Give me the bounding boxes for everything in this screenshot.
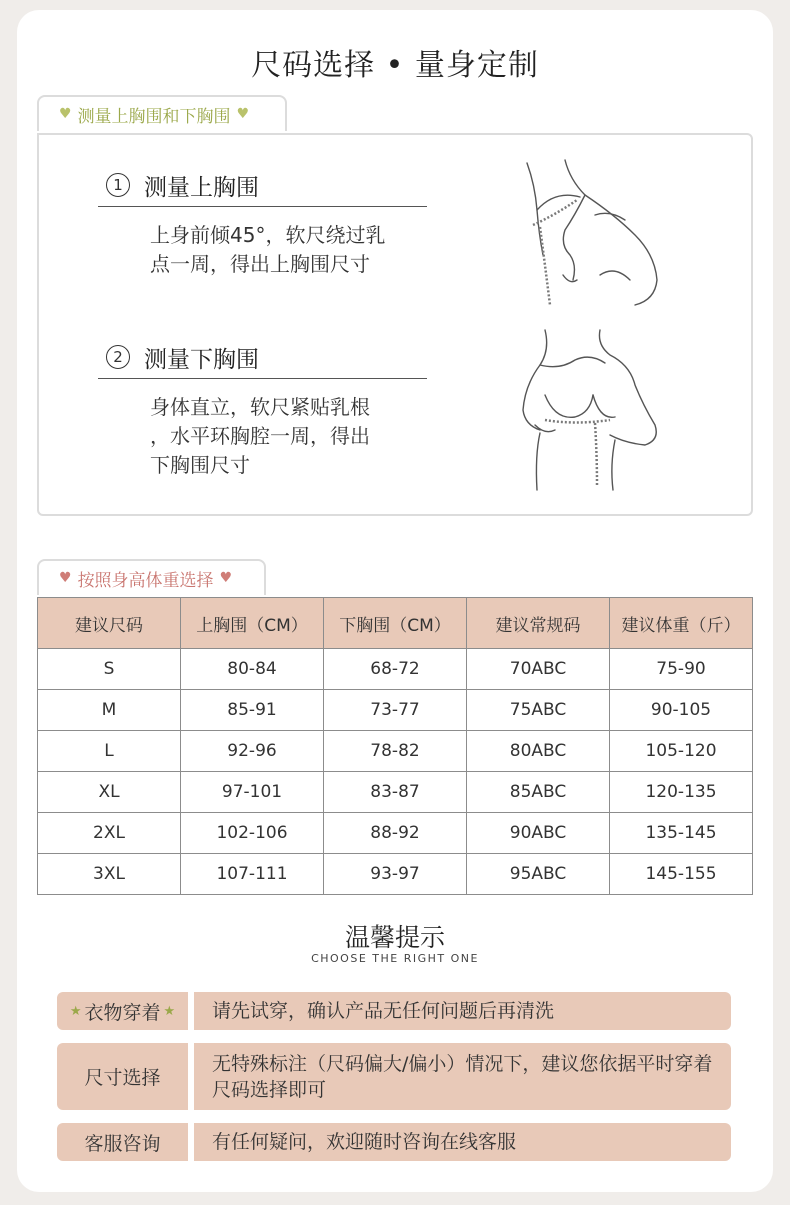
heart-icon: ♥: [59, 106, 72, 122]
heart-icon: ♥: [219, 570, 233, 586]
tip-label: [57, 992, 188, 1030]
table-cell: 68-72: [324, 649, 467, 690]
step-title: 测量上胸围: [144, 174, 259, 201]
table-cell: L: [38, 731, 181, 772]
upper-bust-illustration: [515, 155, 675, 315]
table-row: [38, 649, 753, 690]
tip-label: 客服咨询: [57, 1123, 188, 1161]
table-cell: 135-145: [610, 813, 753, 854]
table-cell: 88-92: [324, 813, 467, 854]
table-header-row: [38, 598, 753, 649]
tip-text: 请先试穿，确认产品无任何问题后再清洗: [194, 992, 731, 1030]
table-cell: 90-105: [610, 690, 753, 731]
size-chart-table: [37, 597, 753, 895]
step-description-line: 点一周，得出上胸围尺寸: [150, 252, 370, 276]
tip-row-service: [57, 1123, 731, 1161]
step-description-line: ，水平环胸腔一周，得出: [150, 424, 370, 448]
table-cell: 75ABC: [467, 690, 610, 731]
table-cell: 80-84: [181, 649, 324, 690]
column-header: 建议常规码: [467, 598, 610, 649]
table-row: [38, 731, 753, 772]
table-row: [38, 690, 753, 731]
table-cell: 70ABC: [467, 649, 610, 690]
table-cell: 145-155: [610, 854, 753, 895]
step-description-line: 下胸围尺寸: [150, 453, 250, 477]
table-cell: S: [38, 649, 181, 690]
table-row: [38, 813, 753, 854]
measure-section-tab: [37, 95, 287, 131]
star-icon: ★: [163, 1003, 176, 1019]
tip-label: 尺寸选择: [57, 1043, 188, 1110]
table-cell: 75-90: [610, 649, 753, 690]
size-section-tab: [37, 559, 266, 595]
step-description: [98, 393, 427, 480]
table-cell: 80ABC: [467, 731, 610, 772]
tips-subtitle: CHOOSE THE RIGHT ONE: [311, 952, 479, 965]
column-header: 建议体重（斤）: [610, 598, 753, 649]
step-description-line: 身体直立，软尺紧贴乳根: [150, 395, 370, 419]
measure-step-upper-bust: [98, 168, 427, 279]
table-cell: 78-82: [324, 731, 467, 772]
table-cell: 85ABC: [467, 772, 610, 813]
heart-icon: ♥: [236, 106, 250, 122]
tip-row-wearing: [57, 992, 731, 1030]
star-icon: ★: [69, 1003, 82, 1019]
step-number: 2: [106, 345, 130, 369]
table-cell: 120-135: [610, 772, 753, 813]
step-header: [98, 168, 427, 207]
step-header: [98, 340, 427, 379]
tip-label-text: 衣物穿着: [84, 1001, 161, 1024]
tip-text: 无特殊标注（尺码偏大/偏小）情况下，建议您依据平时穿着尺码选择即可: [194, 1043, 731, 1110]
measure-step-under-bust: [98, 340, 427, 480]
column-header: 下胸围（CM）: [324, 598, 467, 649]
table-cell: 107-111: [181, 854, 324, 895]
measure-section-label: 测量上胸围和下胸围: [77, 106, 231, 127]
table-cell: 83-87: [324, 772, 467, 813]
heart-icon: ♥: [59, 570, 72, 586]
step-description: [98, 221, 427, 279]
table-cell: 92-96: [181, 731, 324, 772]
table-cell: 102-106: [181, 813, 324, 854]
table-cell: 90ABC: [467, 813, 610, 854]
tip-row-size: [57, 1043, 731, 1110]
table-row: [38, 772, 753, 813]
table-cell: 2XL: [38, 813, 181, 854]
step-number: 1: [106, 173, 130, 197]
table-cell: 3XL: [38, 854, 181, 895]
table-cell: 93-97: [324, 854, 467, 895]
table-cell: 105-120: [610, 731, 753, 772]
step-description-line: 上身前倾45°，软尺绕过乳: [150, 223, 386, 247]
table-row: [38, 854, 753, 895]
table-cell: 97-101: [181, 772, 324, 813]
step-title: 测量下胸围: [144, 346, 259, 373]
under-bust-illustration: [515, 325, 675, 495]
tip-text: 有任何疑问，欢迎随时咨询在线客服: [194, 1123, 731, 1161]
table-cell: 73-77: [324, 690, 467, 731]
tips-title: 温馨提示: [344, 923, 445, 952]
table-cell: 95ABC: [467, 854, 610, 895]
table-cell: XL: [38, 772, 181, 813]
column-header: 上胸围（CM）: [181, 598, 324, 649]
table-cell: 85-91: [181, 690, 324, 731]
table-cell: M: [38, 690, 181, 731]
page-title: 尺码选择 • 量身定制: [251, 48, 539, 83]
size-section-label: 按照身高体重选择: [77, 570, 214, 591]
column-header: 建议尺码: [38, 598, 181, 649]
